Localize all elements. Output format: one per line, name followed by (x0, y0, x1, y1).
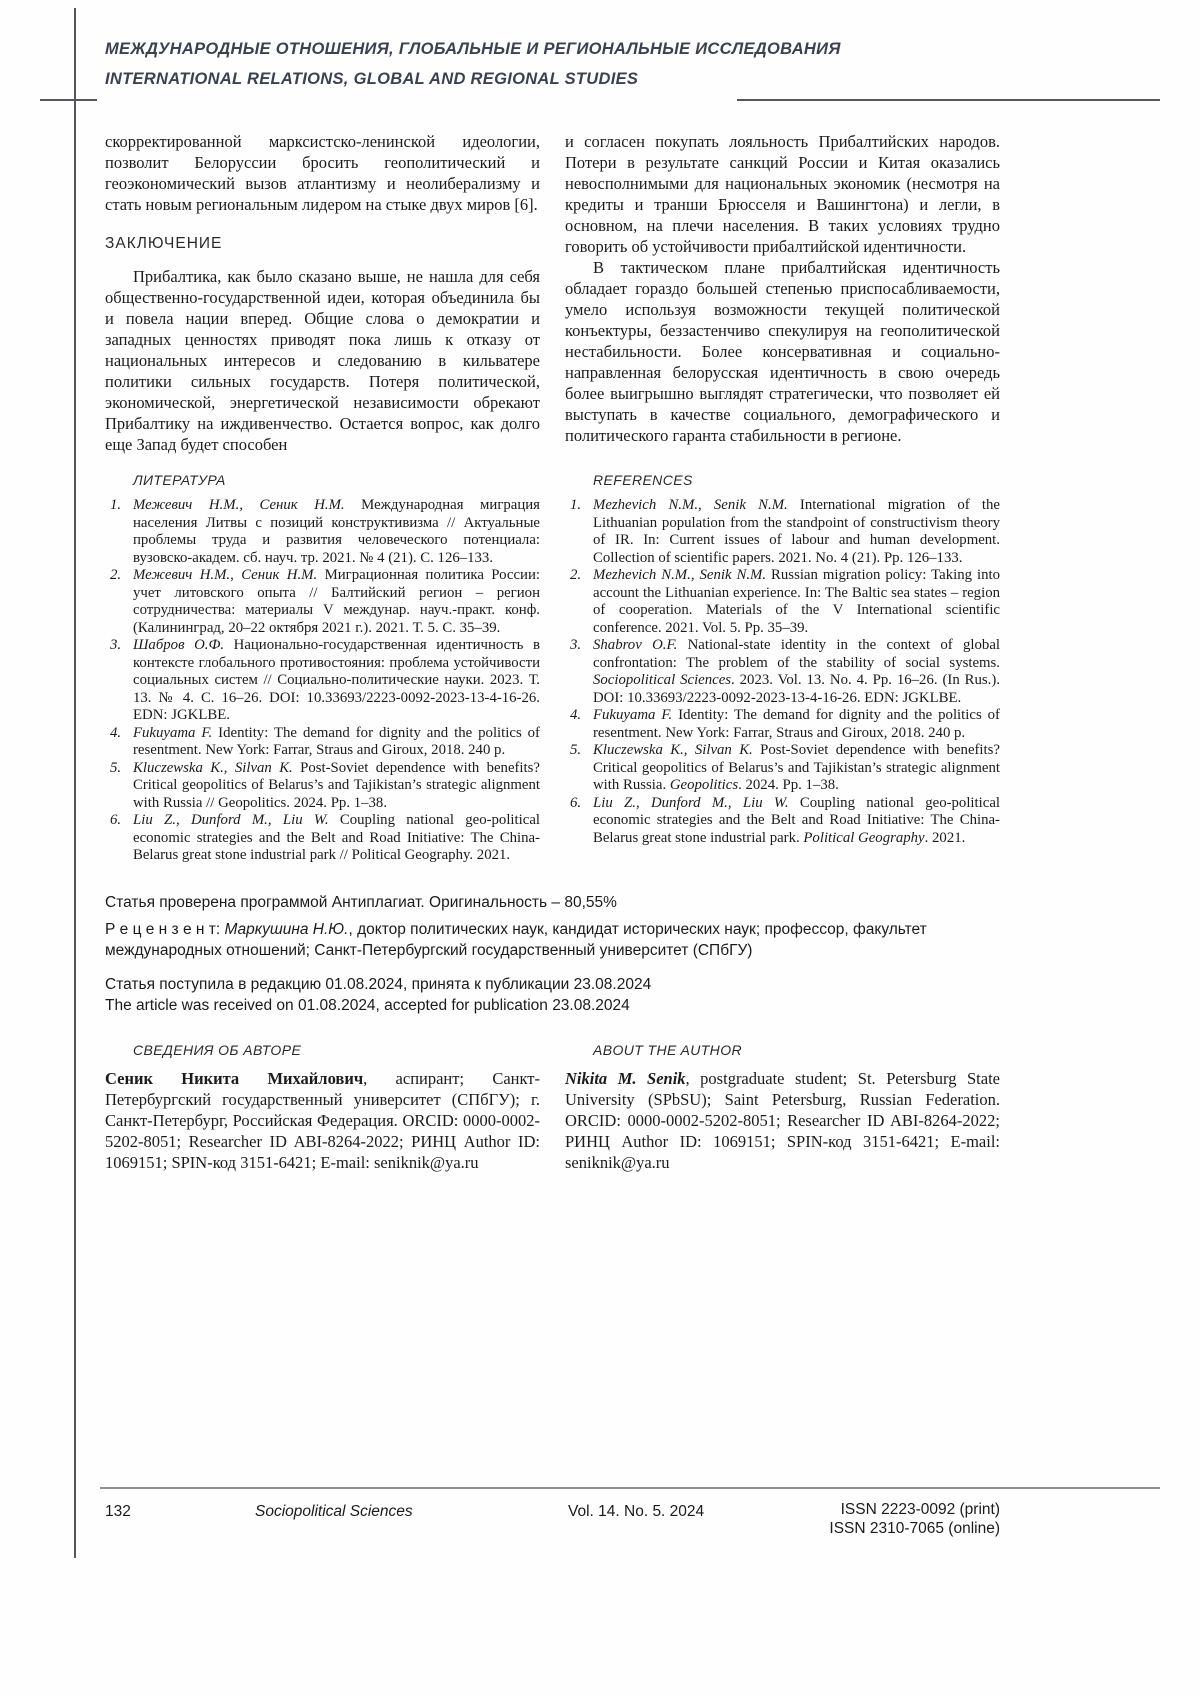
reference-item (105, 812, 540, 865)
literature-heading: ЛИТЕРАТУРА (133, 472, 226, 488)
about-author-ru (105, 1042, 540, 1173)
issn-print: ISSN 2223-0092 (print) (840, 1501, 1000, 1518)
paragraph-continuation: скорректированной марксистско-ленинской идеологии, позволит Белоруссии бросить геополитический и геоэкономический вызов атлантизму и неолиберализму и стать новым региональным лидером на стыке двух миров [6]. (105, 132, 540, 214)
about-heading-ru: СВЕДЕНИЯ ОБ АВТОРЕ (133, 1041, 302, 1058)
received-note-ru: Статья поступила в редакцию 01.08.2024, принята к публикации 23.08.2024 (105, 975, 652, 993)
running-head (105, 34, 905, 94)
text-segment: Identity: The demand for dignity and the politics of resentment. New York: Farrar, Straus and Giroux, 2018. 240 p. (133, 724, 540, 758)
running-head-en: INTERNATIONAL RELATIONS, GLOBAL AND REGIONAL STUDIES (105, 70, 639, 88)
text-segment: National-state identity in the context of global confrontation: The problem of the stability of social systems. (593, 637, 1000, 671)
header-rule-right (737, 99, 1160, 101)
text-segment: , доктор политических наук, кандидат исторических наук; профессор, факультет международных отношений; Санкт-Петербургский государственный университет (СПбГУ) (105, 920, 927, 959)
text-segment: Национально-государственная идентичность в контексте глобального противостояния: проблема устойчивости социальных систем // Социально-политические науки. 2023. Т. 13. № 4. С. 16–26. DOI: 10.33693/2223-0092-2023-13-4-16-26. EDN: JGKLBE. (133, 637, 540, 723)
reviewer-note (105, 919, 1000, 961)
text-segment: Kluczewska K., Silvan K. (593, 742, 753, 758)
text-segment: Межевич Н.М., Сеник Н.М. (133, 497, 345, 513)
reference-item (105, 637, 540, 725)
text-segment: Coupling national geo-political economic strategies and the Belt and Road Initiative: The China-Belarus great stone industrial park // Political Geography. 2021. (133, 812, 541, 863)
antiplagiat-note: Статья проверена программой Антиплагиат. Оригинальность – 80,55% (105, 893, 617, 911)
running-head-ru: МЕЖДУНАРОДНЫЕ ОТНОШЕНИЯ, ГЛОБАЛЬНЫЕ И РЕГИОНАЛЬНЫЕ ИССЛЕДОВАНИЯ (105, 40, 841, 58)
text-segment: Fukuyama F. (133, 724, 213, 741)
reference-item (105, 725, 540, 760)
page-number: 132 (105, 1503, 131, 1520)
reference-item (105, 497, 540, 567)
left-margin-rule (74, 8, 76, 1558)
text-segment: . 2021. (924, 829, 966, 846)
journal-name: Sociopolitical Sciences (255, 1503, 413, 1520)
text-segment: Russian migration policy: Taking into account the Lithuanian experience. In: The Baltic sea states – region of cooperation. Materials of the V International scientific conference. 2021. Vol. 5. Pp. 35–39. (593, 567, 1000, 636)
conclusion-heading: ЗАКЛЮЧЕНИЕ (105, 235, 223, 252)
text-segment: Kluczewska K., Silvan K. (133, 759, 293, 776)
text-segment: . 2023. Vol. 13. No. 4. Pp. 16–26. (In Rus.). DOI: 10.33693/2223-0092-2023-13-4-16-26. EDN: JGKLBE. (593, 672, 1000, 706)
text-segment: Межевич Н.М., Сеник Н.М. (133, 567, 318, 583)
literature-column-ru (105, 472, 540, 865)
text-segment: Identity: The demand for dignity and the politics of resentment. New York: Farrar, Straus and Giroux, 2018. 240 p. (593, 707, 1000, 741)
footer-rule (100, 1487, 1160, 1489)
text-segment: Р е ц е н з е н т: (105, 920, 225, 938)
header-rule-left (40, 99, 97, 101)
text-segment: Маркушина Н.Ю. (224, 920, 349, 938)
reference-item (565, 795, 1000, 848)
reference-item (565, 637, 1000, 707)
text-segment: Mezhevich N.M., Senik N.M. (593, 497, 788, 513)
text-segment: Шабров О.Ф. (133, 637, 225, 653)
reference-item (105, 760, 540, 813)
text-segment: Geopolitics (669, 777, 739, 793)
text-segment: , аспирант; Санкт-Петербургский государственный университет (СПбГУ); г. Санкт-Петербург, Российская Федерация. ORCID: 0000-0002-5202-8051; Researcher ID ABI-8264-2022; РИНЦ Author ID: 1069151; SPIN-код 3151-6421; E-mail: seniknik@ya.ru (105, 1068, 541, 1172)
text-segment: Sociopolitical Sciences (593, 672, 732, 688)
conclusion-paragraph: Прибалтика, как было сказано выше, не нашла для себя общественно-государственной идеи, которая объединила бы и повела нации вперед. Общие слова о демократии и западных ценностях приводят пока лишь к отказу от национальных интересов и следованию в кильватере политики сильных государств. Потеря политической, экономической, энергетической независимости обрекают Прибалтику на иждивенчество. Остается вопрос, как долго еще Запад будет способен (105, 267, 540, 454)
reference-item (565, 707, 1000, 742)
text-segment: Shabrov O.F. (593, 637, 678, 653)
text-segment: Liu Z., Dunford M., Liu W. (593, 794, 789, 811)
conclusion-paragraph: В тактическом плане прибалтийская идентичность обладает гораздо большей степенью приспосабливаемости, умело используя возможности текущей политической конъектуры, беззастенчиво спекулируя на геополитической нестабильности. Более консервативная и социально-направленная белорусская идентичность в свою очередь более выигрышно выглядят стратегически, что позволяет ей выступать в качестве социального, демографического и политического гаранта стабильности в регионе. (565, 258, 1000, 445)
author-info-en (565, 1068, 1000, 1173)
text-segment: Nikita M. Senik (565, 1068, 686, 1088)
author-info-ru (105, 1068, 540, 1173)
about-author-en (565, 1042, 1000, 1173)
text-segment: Liu Z., Dunford M., Liu W. (133, 812, 329, 828)
text-segment: Mezhevich N.M., Senik N.M. (593, 567, 767, 583)
volume-issue: Vol. 14. No. 5. 2024 (568, 1503, 705, 1520)
references-column-en (565, 472, 1000, 865)
received-note-en: The article was received on 01.08.2024, accepted for publication 23.08.2024 (105, 996, 630, 1014)
text-segment: , postgraduate student; St. Petersburg State University (SPbSU); Saint Petersburg, Russian Federation. ORCID: 0000-0002-5202-8051; Researcher ID ABI-8264-2022; РИНЦ Author ID: 1069151; SPIN-код 3151-6421; E-mail: seniknik@ya.ru (565, 1068, 1000, 1172)
reference-item (565, 742, 1000, 795)
reference-item (565, 567, 1000, 637)
text-segment: Fukuyama F. (593, 707, 673, 723)
text-segment: Political Geography (803, 829, 925, 846)
references-list-en (565, 497, 1000, 847)
issn-block (829, 1501, 1000, 1538)
received-dates (105, 974, 1000, 1016)
text-segment: . 2024. Pp. 1–38. (738, 777, 839, 793)
reference-item (565, 497, 1000, 567)
text-segment: International migration of the Lithuanian population from the standpoint of constructivism theory of IR. In: Current issues of labour and human development. Collection of scientific papers. 2021. No. 4 (21). Pp. 126–133. (593, 497, 1000, 566)
paragraph-continuation: и согласен покупать лояльность Прибалтийских народов. Потери в результате санкций России и Китая оказались невосполнимыми для национальных экономик (несмотря на кредиты и транши Брюсселя и Вашингтона) и легли, в основном, на плечи населения. В таких условиях трудно говорить об устойчивости прибалтийской идентичности. (565, 132, 1000, 256)
literature-list-ru (105, 497, 540, 865)
text-segment: Международная миграция населения Литвы с позиций конструктивизма // Актуальные проблемы труда и развития человеческого потенциала: вузовско-академ. сб. науч. тр. 2021. № 4 (21). С. 126–133. (133, 497, 540, 566)
text-segment: Coupling national geo-political economic strategies and the Belt and Road Initiative: The China-Belarus great stone industrial park. (593, 794, 1001, 846)
text-segment: Post-Soviet dependence with benefits? Critical geopolitics of Belarus’s and Tajikistan’s strategic alignment with Russia. (593, 742, 1000, 793)
reference-item (105, 567, 540, 637)
references-columns (105, 472, 1000, 865)
text-segment: Post-Soviet dependence with benefits? Critical geopolitics of Belarus’s and Tajikistan’s strategic alignment with Russia // Geopolitics. 2024. Pp. 1–38. (133, 759, 540, 811)
body-columns (105, 131, 1000, 455)
text-segment: Сеник Никита Михайлович (105, 1068, 364, 1088)
issn-online: ISSN 2310-7065 (online) (829, 1519, 1000, 1537)
references-heading: REFERENCES (593, 472, 693, 488)
text-segment: Миграционная политика России: учет литовского опыта // Балтийский регион – регион сотрудничества: материалы V междунар. науч.-практ. конф. (Калининград, 20–22 октября 2021 г.). 2021. Т. 5. С. 35–39. (133, 567, 540, 636)
article-meta (105, 892, 1000, 1016)
about-heading-en: ABOUT THE AUTHOR (593, 1041, 742, 1058)
body-column-left (105, 131, 540, 455)
page-content (105, 131, 1000, 1173)
body-column-right (565, 131, 1000, 455)
about-author-columns (105, 1042, 1000, 1173)
